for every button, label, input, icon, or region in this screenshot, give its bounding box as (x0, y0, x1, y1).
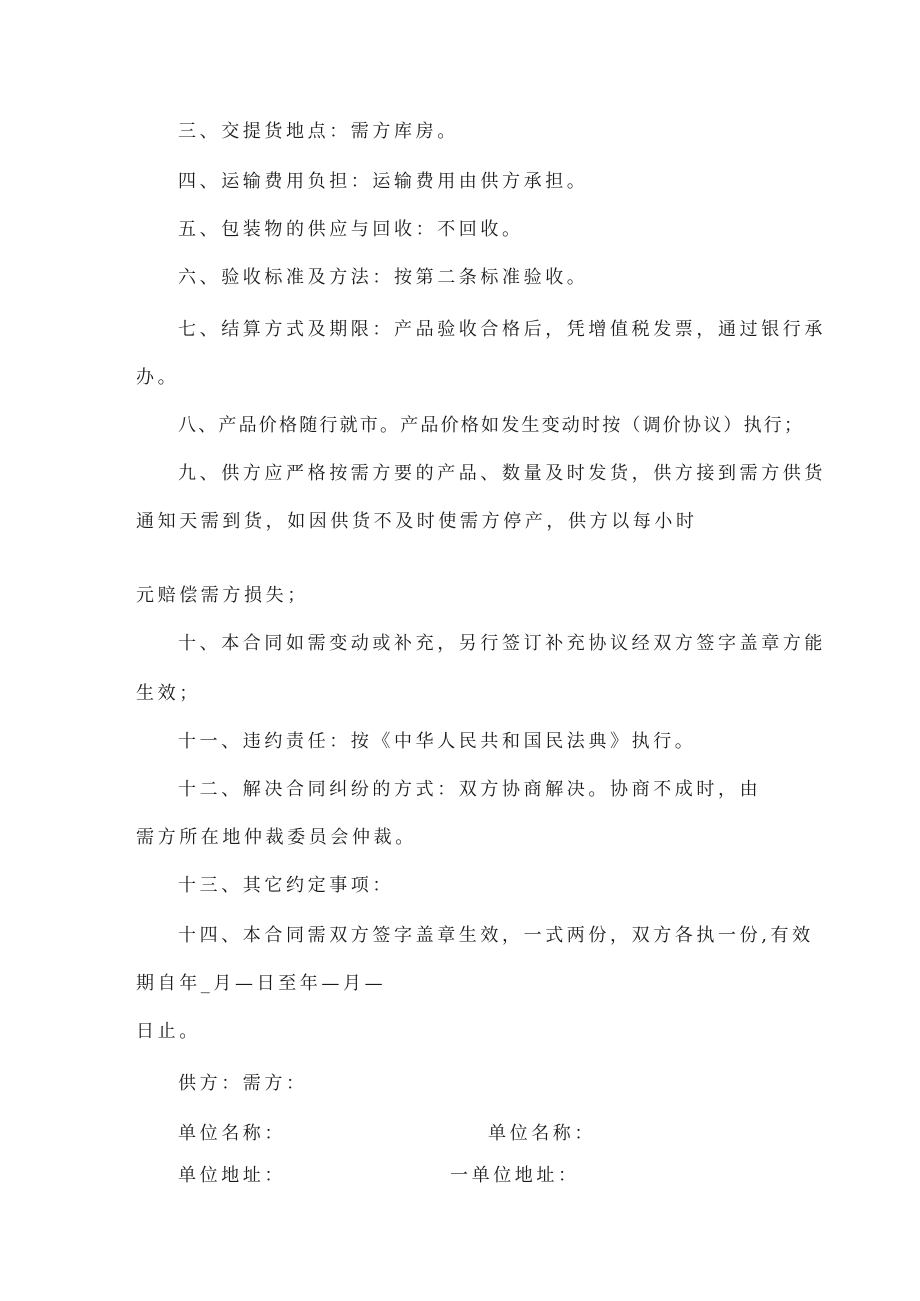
clause-7-settlement-cont: 办。 (136, 367, 180, 388)
clause-9-supply: 九、供方应严格按需方要的产品、数量及时发货，供方接到需方供货 (178, 463, 826, 484)
clause-3-delivery-location: 三、交提货地点：需方库房。 (178, 121, 459, 142)
buyer-unit-address-label: 一单位地址： (450, 1165, 580, 1186)
clause-5-packaging: 五、包装物的供应与回收：不回收。 (178, 219, 524, 240)
clause-13-other: 十三、其它约定事项： (178, 875, 394, 896)
clause-14-validity: 十四、本合同需双方签字盖章生效，一式两份，双方各执一份,有效 (178, 925, 814, 946)
clause-14-validity-period: 期自年_月—日至年—月— (136, 973, 387, 994)
clause-10-amendment: 十、本合同如需变动或补充，另行签订补充协议经双方签字盖章方能 (178, 633, 826, 654)
clause-7-settlement: 七、结算方式及期限：产品验收合格后，凭增值税发票，通过银行承 (178, 319, 826, 340)
clause-6-acceptance: 六、验收标准及方法：按第二条标准验收。 (178, 267, 589, 288)
clause-4-transport-cost: 四、运输费用负担：运输费用由供方承担。 (178, 171, 589, 192)
buyer-unit-name-label: 单位名称： (488, 1123, 596, 1144)
supplier-unit-name-label: 单位名称： (178, 1123, 286, 1144)
clause-8-price: 八、产品价格随行就市。产品价格如发生变动时按（调价协议）执行； (178, 415, 805, 436)
clause-9-supply-cont: 通知天需到货，如因供货不及时使需方停产，供方以每小时 (136, 511, 698, 532)
signature-parties: 供方：需方： (178, 1073, 308, 1094)
clause-14-validity-end: 日止。 (136, 1021, 201, 1042)
clause-10-amendment-cont: 生效； (136, 683, 201, 704)
supplier-unit-address-label: 单位地址： (178, 1165, 286, 1186)
clause-11-breach: 十一、违约责任：按《中华人民共和国民法典》执行。 (178, 731, 697, 752)
clause-12-dispute-cont: 需方所在地仲裁委员会仲裁。 (136, 827, 417, 848)
clause-9-compensation: 元赔偿需方损失； (136, 585, 309, 606)
clause-12-dispute: 十二、解决合同纠纷的方式：双方协商解决。协商不成时，由 (178, 779, 762, 800)
